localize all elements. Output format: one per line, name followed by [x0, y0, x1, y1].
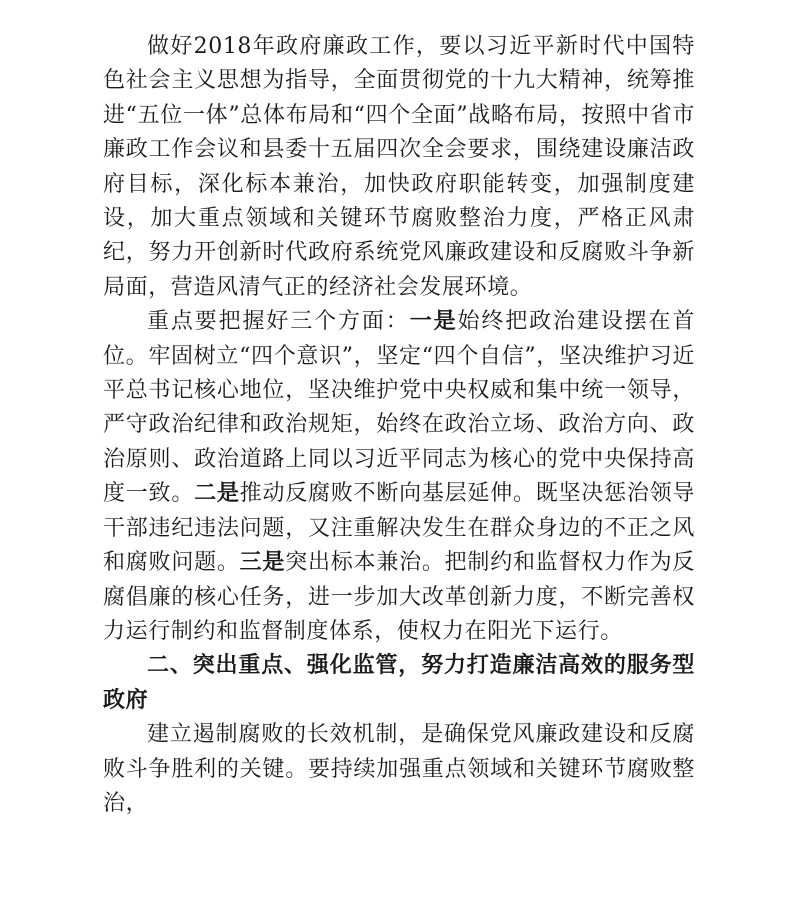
point-1-label: 一是 [409, 309, 458, 335]
point-3-text: 突出标本兼治。把制约和监督权力作为反腐倡廉的核心任务，进一步加大改革创新力度，不断完善权力运行制约和监督制度体系，使权力在阳光下运行。 [103, 550, 695, 644]
point-1-text: 始终把政治建设摆在首位。牢固树立“四个意识”，坚定“四个自信”，坚决维护习近平总书记核心地位，坚决维护党中央权威和集中统一领导，严守政治纪律和政治规矩，始终在政治立场、政治方向、政治原则、政治道路上同以习近平同志为核心的党中央保持高度一致。 [103, 309, 695, 507]
paragraph-intro: 做好2018年政府廉政工作，要以习近平新时代中国特色社会主义思想为指导，全面贯彻党的十九大精神，统筹推进“五位一体”总体布局和“四个全面”战略布局，按照中省市廉政工作会议和县委十五届四次全会要求，围绕建设廉洁政府目标，深化标本兼治，加快政府职能转变，加强制度建设，加大重点领域和关键环节腐败整治力度，严格正风肃纪，努力开创新时代政府系统党风廉政建设和反腐败斗争新局面，营造风清气正的经济社会发展环境。 [103, 34, 695, 300]
document-page [103, 30, 695, 821]
point-2-label: 二是 [194, 481, 240, 507]
paragraph-long-term-mechanism: 建立遏制腐败的长效机制，是确保党风廉政建设和反腐败斗争胜利的关键。要持续加强重点领域和关键环节腐败整治， [103, 722, 695, 816]
aspects-intro: 重点要把握好三个方面： [147, 309, 410, 335]
section-heading-2: 二、突出重点、强化监管，努力打造廉洁高效的服务型政府 [103, 653, 695, 713]
point-2-text: 推动反腐败不断向基层延伸。既坚决惩治领导干部违纪违法问题，又注重解决发生在群众身边的不正之风和腐败问题。 [103, 481, 695, 576]
point-3-label: 三是 [239, 550, 286, 576]
paragraph-three-aspects [103, 305, 695, 649]
